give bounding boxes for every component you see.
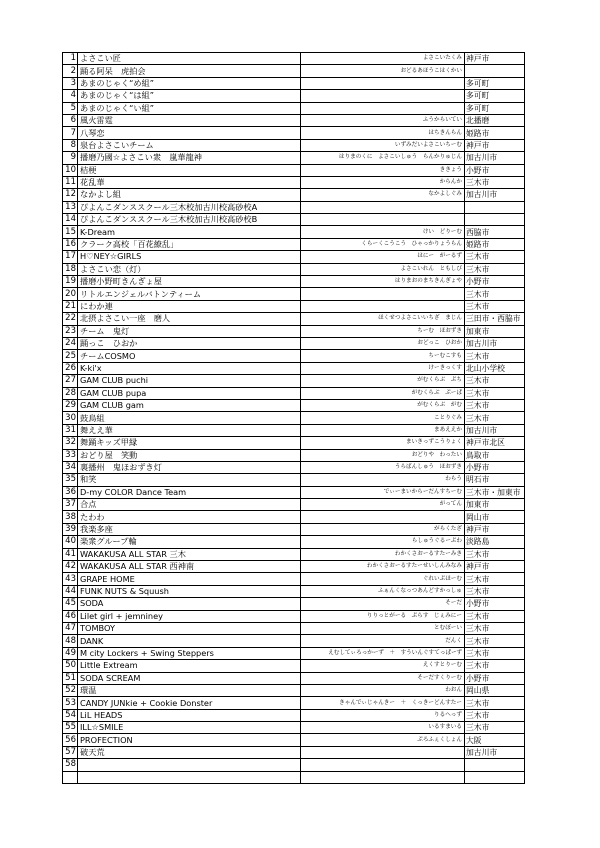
table-row <box>63 511 525 523</box>
table-row <box>63 684 525 696</box>
row-number: 12 <box>63 189 78 201</box>
team-name-cell: SODA <box>78 598 301 610</box>
team-city-cell <box>465 759 525 771</box>
team-city-cell: 三木市 <box>465 585 525 597</box>
table-row <box>63 734 525 746</box>
team-name-cell <box>78 771 301 783</box>
team-name-cell: PROFECTION <box>78 734 301 746</box>
team-name-cell: 北摂よさこい一座 磨人 <box>78 313 301 325</box>
table-row <box>63 548 525 560</box>
team-reading-cell: はちきんらん <box>301 127 465 139</box>
team-name-cell: LiL HEADS <box>78 709 301 721</box>
team-city-cell: 三木市・加東市 <box>465 486 525 498</box>
row-number: 5 <box>63 102 78 114</box>
team-city-cell: 三木市 <box>465 251 525 263</box>
team-name-cell: たわわ <box>78 511 301 523</box>
team-reading-cell: ちーむ ほおずき <box>301 325 465 337</box>
team-name-cell: ぴよんこダンススクール三木校加古川校高砂校B <box>78 214 301 226</box>
team-name-cell: にわか連 <box>78 300 301 312</box>
table-row <box>63 424 525 436</box>
row-number: 17 <box>63 251 78 263</box>
team-reading-cell: がむくらぶ がむ <box>301 399 465 411</box>
row-number: 28 <box>63 387 78 399</box>
team-name-cell: リトルエンジェルバトンティーム <box>78 288 301 300</box>
row-number: 38 <box>63 511 78 523</box>
team-reading-cell: がむくらぶ ぷち <box>301 375 465 387</box>
team-city-cell: 三木市 <box>465 412 525 424</box>
table-row <box>63 709 525 721</box>
row-number: 30 <box>63 412 78 424</box>
row-number: 58 <box>63 759 78 771</box>
team-name-cell: 播磨小野町きんぎょ屋 <box>78 276 301 288</box>
row-number: 26 <box>63 362 78 374</box>
team-city-cell: 神戸市 <box>465 523 525 535</box>
team-city-cell: 神戸市北区 <box>465 437 525 449</box>
team-name-cell: CANDY JUNkie + Cookie Donster <box>78 697 301 709</box>
row-number: 15 <box>63 226 78 238</box>
row-number: 10 <box>63 164 78 176</box>
row-number: 20 <box>63 288 78 300</box>
team-name-cell: あまのじゃく“は組” <box>78 90 301 102</box>
team-city-cell: 三木市 <box>465 399 525 411</box>
table-row <box>63 201 525 213</box>
team-list-table <box>62 52 525 784</box>
row-number: 48 <box>63 635 78 647</box>
team-name-cell: あまのじゃく“め組” <box>78 77 301 89</box>
team-city-cell: 小野市 <box>465 276 525 288</box>
table-row <box>63 598 525 610</box>
table-row <box>63 214 525 226</box>
team-name-cell: SODA SCREAM <box>78 672 301 684</box>
team-reading-cell: はにー がーるず <box>301 251 465 263</box>
team-reading-cell: おどっこ ひおか <box>301 337 465 349</box>
table-row <box>63 375 525 387</box>
team-reading-cell: そーだすくりーむ <box>301 672 465 684</box>
team-city-cell: 三木市 <box>465 387 525 399</box>
team-reading-cell: はりまおのまちきんぎょや <box>301 276 465 288</box>
team-reading-cell: うらばんしゅう ほおずき <box>301 461 465 473</box>
team-name-cell: 桔梗 <box>78 164 301 176</box>
team-reading-cell <box>301 300 465 312</box>
team-name-cell: よさこい匠 <box>78 53 301 65</box>
row-number <box>63 771 78 783</box>
team-name-cell: 八琴恋 <box>78 127 301 139</box>
team-reading-cell: ふうからいてい <box>301 114 465 126</box>
table-row <box>63 412 525 424</box>
table-row <box>63 350 525 362</box>
team-name-cell: WAKAKUSA ALL STAR 西神南 <box>78 561 301 573</box>
table-row <box>63 65 525 77</box>
table-row <box>63 176 525 188</box>
team-reading-cell: だんく <box>301 635 465 647</box>
team-city-cell: 北播磨 <box>465 114 525 126</box>
team-name-cell: 鼓鳥組 <box>78 412 301 424</box>
team-reading-cell: ことりぐみ <box>301 412 465 424</box>
team-city-cell: 三木市 <box>465 300 525 312</box>
row-number: 39 <box>63 523 78 535</box>
team-reading-cell: くらーくこうこう ひゃっかりょうらん <box>301 238 465 250</box>
row-number: 21 <box>63 300 78 312</box>
row-number: 52 <box>63 684 78 696</box>
team-reading-cell: なかよしぐみ <box>301 189 465 201</box>
table-row <box>63 672 525 684</box>
row-number: 46 <box>63 610 78 622</box>
team-city-cell: 加古川市 <box>465 424 525 436</box>
team-reading-cell <box>301 288 465 300</box>
team-reading-cell <box>301 102 465 114</box>
table-row <box>63 114 525 126</box>
table-row <box>63 610 525 622</box>
table-row <box>63 437 525 449</box>
team-city-cell: 加古川市 <box>465 152 525 164</box>
team-name-cell: GAM CLUB pupa <box>78 387 301 399</box>
team-city-cell <box>465 214 525 226</box>
team-name-cell: ぴよんこダンススクール三木校加古川校高砂校A <box>78 201 301 213</box>
table-row <box>63 337 525 349</box>
team-name-cell: 花乱華 <box>78 176 301 188</box>
table-row <box>63 189 525 201</box>
row-number: 36 <box>63 486 78 498</box>
table-row <box>63 573 525 585</box>
team-reading-cell <box>301 771 465 783</box>
team-name-cell: H♡NEY☆GIRLS <box>78 251 301 263</box>
team-name-cell: Little Extream <box>78 660 301 672</box>
row-number: 41 <box>63 548 78 560</box>
row-number: 56 <box>63 734 78 746</box>
table-row <box>63 300 525 312</box>
team-city-cell: 多可町 <box>465 77 525 89</box>
table-row <box>63 759 525 771</box>
team-city-cell: 三木市 <box>465 573 525 585</box>
row-number: 16 <box>63 238 78 250</box>
team-name-cell: よさこい恋（灯） <box>78 263 301 275</box>
team-city-cell: 岡山県 <box>465 684 525 696</box>
team-reading-cell: いるすまいる <box>301 722 465 734</box>
team-city-cell: 加古川市 <box>465 189 525 201</box>
row-number: 3 <box>63 77 78 89</box>
team-city-cell: 三木市 <box>465 288 525 300</box>
team-city-cell: 三木市 <box>465 350 525 362</box>
team-name-cell: ILL☆SMILE <box>78 722 301 734</box>
table-row <box>63 53 525 65</box>
team-city-cell: 三田市・西脇市 <box>465 313 525 325</box>
team-name-cell: Lilet girl + jemniney <box>78 610 301 622</box>
team-city-cell <box>465 771 525 783</box>
row-number: 29 <box>63 399 78 411</box>
team-city-cell: 姫路市 <box>465 238 525 250</box>
table-row <box>63 697 525 709</box>
team-city-cell: 北山小学校 <box>465 362 525 374</box>
row-number: 23 <box>63 325 78 337</box>
team-city-cell <box>465 65 525 77</box>
team-name-cell: チームCOSMO <box>78 350 301 362</box>
team-reading-cell: えむしてぃろっかーず ＋ すういんぐすてっぱーず <box>301 647 465 659</box>
row-number: 31 <box>63 424 78 436</box>
table-row <box>63 647 525 659</box>
team-city-cell: 大阪 <box>465 734 525 746</box>
team-name-cell: K-Dream <box>78 226 301 238</box>
team-reading-cell: いずみだいよさこいちーむ <box>301 139 465 151</box>
team-city-cell: 多可町 <box>465 90 525 102</box>
team-city-cell: 神戸市 <box>465 561 525 573</box>
team-name-cell: WAKAKUSA ALL STAR 三木 <box>78 548 301 560</box>
team-name-cell: 破天荒 <box>78 746 301 758</box>
team-city-cell: 神戸市 <box>465 139 525 151</box>
row-number: 54 <box>63 709 78 721</box>
team-reading-cell <box>301 746 465 758</box>
table-row <box>63 325 525 337</box>
row-number: 40 <box>63 536 78 548</box>
team-reading-cell <box>301 77 465 89</box>
team-city-cell: 加東市 <box>465 325 525 337</box>
row-number: 14 <box>63 214 78 226</box>
team-city-cell: 明石市 <box>465 474 525 486</box>
row-number: 47 <box>63 622 78 634</box>
team-city-cell: 神戸市 <box>465 53 525 65</box>
table-row <box>63 499 525 511</box>
team-reading-cell <box>301 90 465 102</box>
row-number: 43 <box>63 573 78 585</box>
table-row <box>63 164 525 176</box>
team-name-cell: GAM CLUB gam <box>78 399 301 411</box>
team-reading-cell: がむくらぶ ぷーぱ <box>301 387 465 399</box>
table-row <box>63 561 525 573</box>
team-city-cell <box>465 201 525 213</box>
row-number: 57 <box>63 746 78 758</box>
team-name-cell: 舞ええ華 <box>78 424 301 436</box>
team-city-cell: 西脇市 <box>465 226 525 238</box>
row-number: 6 <box>63 114 78 126</box>
table-row <box>63 238 525 250</box>
row-number: 37 <box>63 499 78 511</box>
row-number: 44 <box>63 585 78 597</box>
team-city-cell: 小野市 <box>465 672 525 684</box>
row-number: 13 <box>63 201 78 213</box>
team-name-cell: 我楽多座 <box>78 523 301 535</box>
team-reading-cell: おどりや わったい <box>301 449 465 461</box>
team-city-cell: 三木市 <box>465 622 525 634</box>
team-name-cell: 環温 <box>78 684 301 696</box>
team-reading-cell: えくすとりーむ <box>301 660 465 672</box>
table-row <box>63 399 525 411</box>
team-city-cell: 三木市 <box>465 635 525 647</box>
team-reading-cell: ぐれいぷほーむ <box>301 573 465 585</box>
team-name-cell: GRAPE HOME <box>78 573 301 585</box>
row-number: 50 <box>63 660 78 672</box>
team-city-cell: 小野市 <box>465 461 525 473</box>
team-city-cell: 小野市 <box>465 598 525 610</box>
team-reading-cell <box>301 511 465 523</box>
team-name-cell: おどり屋 笑動 <box>78 449 301 461</box>
row-number: 24 <box>63 337 78 349</box>
team-reading-cell: まいきっずこうりょく <box>301 437 465 449</box>
team-name-cell: TOMBOY <box>78 622 301 634</box>
row-number: 9 <box>63 152 78 164</box>
team-reading-cell: けい どりーむ <box>301 226 465 238</box>
table-row <box>63 722 525 734</box>
table-row <box>63 461 525 473</box>
table-row <box>63 276 525 288</box>
team-city-cell: 三木市 <box>465 610 525 622</box>
team-reading-cell: がらくたざ <box>301 523 465 535</box>
team-name-cell: 和笑 <box>78 474 301 486</box>
team-name-cell: 楽衆グループ輪 <box>78 536 301 548</box>
row-number: 53 <box>63 697 78 709</box>
team-city-cell: 加古川市 <box>465 746 525 758</box>
team-reading-cell: そーだ <box>301 598 465 610</box>
table-row <box>63 622 525 634</box>
team-name-cell: D-my COLOR Dance Team <box>78 486 301 498</box>
table-row <box>63 152 525 164</box>
team-reading-cell: わらう <box>301 474 465 486</box>
team-reading-cell: ききょう <box>301 164 465 176</box>
team-city-cell: 三木市 <box>465 263 525 275</box>
team-name-cell <box>78 759 301 771</box>
team-city-cell: 小野市 <box>465 164 525 176</box>
team-reading-cell: きゃんでぃじゃんきー ＋ くっきーどんすたー <box>301 697 465 709</box>
table-row <box>63 474 525 486</box>
table-row <box>63 90 525 102</box>
team-reading-cell: はりまのくに よさこいしゅう らんかりゅじん <box>301 152 465 164</box>
team-list-body <box>63 53 525 784</box>
row-number: 8 <box>63 139 78 151</box>
row-number: 34 <box>63 461 78 473</box>
row-number: 11 <box>63 176 78 188</box>
row-number: 42 <box>63 561 78 573</box>
team-name-cell: DANK <box>78 635 301 647</box>
row-number: 19 <box>63 276 78 288</box>
team-reading-cell: ぷろふぇくしょん <box>301 734 465 746</box>
team-name-cell: 踊る阿呆 虎拍会 <box>78 65 301 77</box>
team-reading-cell: でぃーまいからーだんすちーむ <box>301 486 465 498</box>
team-reading-cell: ほくせつよさこいいちざ まじん <box>301 313 465 325</box>
table-row <box>63 486 525 498</box>
team-city-cell: 鳥取市 <box>465 449 525 461</box>
table-row <box>63 746 525 758</box>
team-reading-cell <box>301 214 465 226</box>
table-row <box>63 313 525 325</box>
team-city-cell: 三木市 <box>465 176 525 188</box>
row-number: 55 <box>63 722 78 734</box>
team-name-cell: 踊っこ ひおか <box>78 337 301 349</box>
team-reading-cell: ふぁんくなっつあんどすかっしゅ <box>301 585 465 597</box>
row-number: 1 <box>63 53 78 65</box>
team-reading-cell: ちーむこすも <box>301 350 465 362</box>
team-city-cell: 三木市 <box>465 647 525 659</box>
team-reading-cell: まあええか <box>301 424 465 436</box>
team-name-cell: 播磨乃國☆よさこい衆 嵐華龍神 <box>78 152 301 164</box>
table-row <box>63 771 525 783</box>
team-name-cell: クラーク高校「百花繚乱」 <box>78 238 301 250</box>
team-name-cell: あまのじゃく“い組” <box>78 102 301 114</box>
team-reading-cell: わかくさおーるすたーせいしんみなみ <box>301 561 465 573</box>
row-number: 22 <box>63 313 78 325</box>
row-number: 4 <box>63 90 78 102</box>
table-row <box>63 251 525 263</box>
table-row <box>63 523 525 535</box>
table-row <box>63 288 525 300</box>
row-number: 32 <box>63 437 78 449</box>
team-name-cell: 合点 <box>78 499 301 511</box>
team-name-cell: GAM CLUB puchi <box>78 375 301 387</box>
team-name-cell: K-ki'x <box>78 362 301 374</box>
team-city-cell: 加東市 <box>465 499 525 511</box>
table-row <box>63 263 525 275</box>
team-reading-cell: らしゅうぐるーぷわ <box>301 536 465 548</box>
team-reading-cell: よさこいれん ともしび <box>301 263 465 275</box>
team-reading-cell: からんか <box>301 176 465 188</box>
team-city-cell: 三木市 <box>465 697 525 709</box>
row-number: 45 <box>63 598 78 610</box>
team-city-cell: 淡路島 <box>465 536 525 548</box>
team-reading-cell: りるへっず <box>301 709 465 721</box>
row-number: 51 <box>63 672 78 684</box>
row-number: 49 <box>63 647 78 659</box>
team-city-cell: 三木市 <box>465 709 525 721</box>
row-number: 18 <box>63 263 78 275</box>
team-city-cell: 多可町 <box>465 102 525 114</box>
table-row <box>63 660 525 672</box>
table-row <box>63 449 525 461</box>
table-row <box>63 387 525 399</box>
team-reading-cell <box>301 201 465 213</box>
team-name-cell: チーム 鬼灯 <box>78 325 301 337</box>
team-reading-cell: とむぼーい <box>301 622 465 634</box>
team-city-cell: 加古川市 <box>465 337 525 349</box>
team-name-cell: 裏播州 鬼ほおずき灯 <box>78 461 301 473</box>
row-number: 2 <box>63 65 78 77</box>
table-row <box>63 585 525 597</box>
table-row <box>63 77 525 89</box>
table-row <box>63 226 525 238</box>
team-name-cell: なかよし組 <box>78 189 301 201</box>
row-number: 27 <box>63 375 78 387</box>
team-city-cell: 三木市 <box>465 722 525 734</box>
team-city-cell: 姫路市 <box>465 127 525 139</box>
team-reading-cell: おどるあほうこはくかい <box>301 65 465 77</box>
table-row <box>63 635 525 647</box>
team-reading-cell: りりっとがーる ぷらす じぇみにー <box>301 610 465 622</box>
team-reading-cell <box>301 759 465 771</box>
table-row <box>63 139 525 151</box>
team-city-cell: 三木市 <box>465 548 525 560</box>
row-number: 35 <box>63 474 78 486</box>
team-city-cell: 三木市 <box>465 660 525 672</box>
row-number: 25 <box>63 350 78 362</box>
table-row <box>63 362 525 374</box>
team-name-cell: 泉台よさこいチーム <box>78 139 301 151</box>
table-row <box>63 102 525 114</box>
team-name-cell: FUNK NUTS & Squush <box>78 585 301 597</box>
team-reading-cell: けーきっくす <box>301 362 465 374</box>
team-reading-cell: わかくさおーるすたーみき <box>301 548 465 560</box>
table-row <box>63 536 525 548</box>
team-reading-cell: よさこいたくみ <box>301 53 465 65</box>
team-name-cell: 舞踊キッズ甲縁 <box>78 437 301 449</box>
team-reading-cell: わおん <box>301 684 465 696</box>
team-name-cell: M city Lockers + Swing Steppers <box>78 647 301 659</box>
row-number: 33 <box>63 449 78 461</box>
table-row <box>63 127 525 139</box>
team-name-cell: 風火雷霆 <box>78 114 301 126</box>
row-number: 7 <box>63 127 78 139</box>
team-city-cell: 岡山市 <box>465 511 525 523</box>
team-city-cell: 三木市 <box>465 375 525 387</box>
team-reading-cell: がってん <box>301 499 465 511</box>
